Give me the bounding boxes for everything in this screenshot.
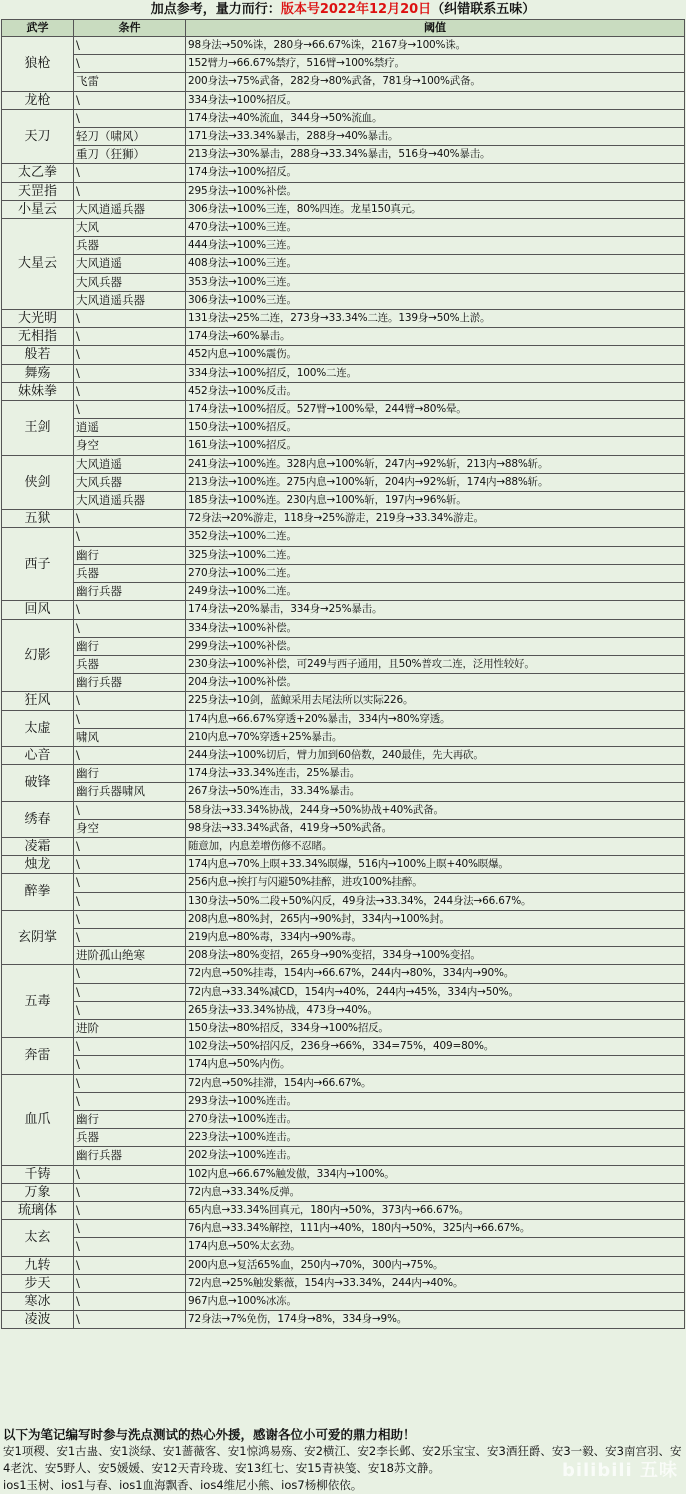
credits-ios: ios1玉树、ios1与春、ios1血海飘香、ios4维尼小熊、ios7杨柳依依。 — [3, 1478, 363, 1492]
threshold-cell: 306身法→100%三连。 — [186, 291, 685, 309]
threshold-cell: 470身法→100%三连。 — [186, 219, 685, 237]
skill-name: 回风 — [2, 601, 74, 619]
condition-cell: 身空 — [74, 819, 186, 837]
page-title — [0, 0, 686, 20]
threshold-cell: 408身法→100%三连。 — [186, 255, 685, 273]
column-header-skill: 武学 — [2, 20, 74, 37]
condition-cell: \ — [74, 1092, 186, 1110]
table-row — [2, 128, 685, 146]
condition-cell: 飞雷 — [74, 73, 186, 91]
table-row — [2, 910, 685, 928]
table-row — [2, 73, 685, 91]
table-row — [2, 783, 685, 801]
condition-cell: \ — [74, 382, 186, 400]
condition-cell: \ — [74, 164, 186, 182]
table-row — [2, 164, 685, 182]
threshold-cell: 72内息→50%挂毒，154内→66.67%，244内→80%，334内→90%。 — [186, 965, 685, 983]
threshold-cell: 353身法→100%三连。 — [186, 273, 685, 291]
skill-name: 王剑 — [2, 401, 74, 456]
threshold-cell: 130身法→50%二段+50%闪反，49身法→33.34%，244身法→66.67%。 — [186, 892, 685, 910]
threshold-cell: 334身法→100%招反，100%二连。 — [186, 364, 685, 382]
table-row — [2, 528, 685, 546]
threshold-cell: 72身法→7%免伤，174身→8%，334身→9%。 — [186, 1311, 685, 1329]
condition-cell: \ — [74, 1165, 186, 1183]
threshold-cell: 202身法→100%连击。 — [186, 1147, 685, 1165]
threshold-cell: 204身法→100%补偿。 — [186, 674, 685, 692]
threshold-cell: 174身法→60%暴击。 — [186, 328, 685, 346]
skill-name: 天罡指 — [2, 182, 74, 200]
table-row — [2, 1202, 685, 1220]
threshold-cell: 225身法→10剑，蓝鲸采用去尾法所以实际226。 — [186, 692, 685, 710]
threshold-cell: 452内息→100%震伤。 — [186, 346, 685, 364]
skill-name: 凌霜 — [2, 837, 74, 855]
condition-cell: \ — [74, 910, 186, 928]
table-row — [2, 364, 685, 382]
condition-cell: \ — [74, 109, 186, 127]
skill-name: 侠剑 — [2, 455, 74, 510]
condition-cell: 逍遥 — [74, 419, 186, 437]
condition-cell: 大风兵器 — [74, 473, 186, 491]
threshold-cell: 174身法→100%招反。527臂→100%晕，244臂→80%晕。 — [186, 401, 685, 419]
table-row — [2, 655, 685, 673]
credits-heading: 以下为笔记编写时参与洗点测试的热心外援，感谢各位小可爱的鼎力相助！ — [3, 1427, 416, 1442]
threshold-cell: 230身法→100%补偿，可249与西子通用，且50%普攻二连，泛用性较好。 — [186, 655, 685, 673]
condition-cell: 幽行兵器 — [74, 1147, 186, 1165]
threshold-cell: 102内息→66.67%触发傲，334内→100%。 — [186, 1165, 685, 1183]
skill-name: 奔雷 — [2, 1038, 74, 1074]
skill-name: 千铸 — [2, 1165, 74, 1183]
table-row — [2, 419, 685, 437]
table-row — [2, 291, 685, 309]
condition-cell: \ — [74, 528, 186, 546]
threshold-cell: 223身法→100%连击。 — [186, 1129, 685, 1147]
title-version: 版本号2022年12月20日 — [280, 2, 432, 17]
skill-name: 步天 — [2, 1274, 74, 1292]
threshold-cell: 352身法→100%二连。 — [186, 528, 685, 546]
skill-name: 五毒 — [2, 965, 74, 1038]
condition-cell: 幽行兵器 — [74, 674, 186, 692]
threshold-cell: 295身法→100%补偿。 — [186, 182, 685, 200]
table-row — [2, 328, 685, 346]
table-row — [2, 856, 685, 874]
skill-name: 太玄 — [2, 1220, 74, 1256]
skill-name: 舞殇 — [2, 364, 74, 382]
threshold-cell: 174内息→66.67%穿透+20%暴击，334内→80%穿透。 — [186, 710, 685, 728]
threshold-cell: 270身法→100%连击。 — [186, 1110, 685, 1128]
threshold-cell: 174内息→70%上暝+33.34%暝爆，516内→100%上暝+40%暝爆。 — [186, 856, 685, 874]
condition-cell: \ — [74, 1202, 186, 1220]
table-row — [2, 746, 685, 764]
condition-cell: 兵器 — [74, 655, 186, 673]
table-row — [2, 1165, 685, 1183]
threshold-cell: 267身法→50%连击，33.34%暴击。 — [186, 783, 685, 801]
threshold-cell: 256内息→挨打与闪避50%挂醉，进攻100%挂醉。 — [186, 874, 685, 892]
threshold-cell: 174身法→100%招反。 — [186, 164, 685, 182]
threshold-cell: 185身法→100%连。230内息→100%斩，197内→96%斩。 — [186, 492, 685, 510]
threshold-cell: 152臂力→66.67%禁疗，516臂→100%禁疗。 — [186, 55, 685, 73]
skill-name: 醉拳 — [2, 874, 74, 910]
table-row — [2, 401, 685, 419]
skill-name: 琉璃体 — [2, 1202, 74, 1220]
condition-cell: 幽行 — [74, 1110, 186, 1128]
skill-name: 狂风 — [2, 692, 74, 710]
table-row — [2, 546, 685, 564]
threshold-cell: 265身法→33.34%协战，473身→40%。 — [186, 1001, 685, 1019]
table-row — [2, 346, 685, 364]
table-row — [2, 983, 685, 1001]
threshold-cell: 444身法→100%三连。 — [186, 237, 685, 255]
condition-cell: 兵器 — [74, 1129, 186, 1147]
skill-name: 般若 — [2, 346, 74, 364]
condition-cell: \ — [74, 746, 186, 764]
condition-cell: 进阶 — [74, 1019, 186, 1037]
condition-cell: 幽行 — [74, 765, 186, 783]
condition-cell: 身空 — [74, 437, 186, 455]
table-row — [2, 237, 685, 255]
skill-name: 大星云 — [2, 219, 74, 310]
table-row — [2, 1110, 685, 1128]
condition-cell: \ — [74, 510, 186, 528]
condition-cell: \ — [74, 1056, 186, 1074]
threshold-cell: 174身法→33.34%连击，25%暴击。 — [186, 765, 685, 783]
condition-cell: 兵器 — [74, 237, 186, 255]
condition-cell: 大风逍遥兵器 — [74, 200, 186, 218]
condition-cell: \ — [74, 364, 186, 382]
condition-cell: 重刀（狂狮） — [74, 146, 186, 164]
table-row — [2, 182, 685, 200]
table-row — [2, 91, 685, 109]
threshold-cell: 452身法→100%反击。 — [186, 382, 685, 400]
table-row — [2, 510, 685, 528]
threshold-cell: 219内息→80%毒，334内→90%毒。 — [186, 928, 685, 946]
skill-name: 五狱 — [2, 510, 74, 528]
condition-cell: \ — [74, 619, 186, 637]
threshold-cell: 967内息→100%冰冻。 — [186, 1293, 685, 1311]
condition-cell: \ — [74, 1293, 186, 1311]
table-row — [2, 200, 685, 218]
skill-name: 西子 — [2, 528, 74, 601]
skill-name: 太虚 — [2, 710, 74, 746]
skill-name: 九转 — [2, 1256, 74, 1274]
condition-cell: 啸风 — [74, 728, 186, 746]
threshold-cell: 174身法→40%流血，344身→50%流血。 — [186, 109, 685, 127]
condition-cell: 幽行 — [74, 637, 186, 655]
table-row — [2, 692, 685, 710]
skill-name: 天刀 — [2, 109, 74, 164]
skill-name: 烛龙 — [2, 856, 74, 874]
table-header-row — [2, 20, 685, 37]
condition-cell: 大风 — [74, 219, 186, 237]
condition-cell: \ — [74, 1238, 186, 1256]
table-row — [2, 1056, 685, 1074]
condition-cell: 幽行 — [74, 546, 186, 564]
threshold-cell: 200内息→复活65%血，250内→70%，300内→75%。 — [186, 1256, 685, 1274]
threshold-cell: 72身法→20%游走，118身→25%游走，219身→33.34%游走。 — [186, 510, 685, 528]
title-suffix: （纠错联系五味） — [431, 2, 536, 17]
table-row — [2, 564, 685, 582]
threshold-cell: 174身法→20%暴击，334身→25%暴击。 — [186, 601, 685, 619]
condition-cell: \ — [74, 401, 186, 419]
condition-cell: 兵器 — [74, 564, 186, 582]
condition-cell: \ — [74, 601, 186, 619]
condition-cell: \ — [74, 91, 186, 109]
threshold-cell: 随意加，内息差增伤修不忍睹。 — [186, 837, 685, 855]
title-prefix: 加点参考，量力而行： — [150, 2, 281, 17]
threshold-cell: 334身法→100%招反。 — [186, 91, 685, 109]
threshold-cell: 293身法→100%连击。 — [186, 1092, 685, 1110]
table-row — [2, 1274, 685, 1292]
table-row — [2, 109, 685, 127]
condition-cell: \ — [74, 892, 186, 910]
condition-cell: \ — [74, 692, 186, 710]
table-row — [2, 928, 685, 946]
table-row — [2, 637, 685, 655]
table-row — [2, 1147, 685, 1165]
table-row — [2, 1293, 685, 1311]
table-row — [2, 492, 685, 510]
condition-cell: \ — [74, 37, 186, 55]
threshold-cell: 58身法→33.34%协战，244身→50%协战+40%武备。 — [186, 801, 685, 819]
table-row — [2, 1038, 685, 1056]
threshold-cell: 213身法→30%暴击，288身→33.34%暴击，516身→40%暴击。 — [186, 146, 685, 164]
condition-cell: 幽行兵器啸风 — [74, 783, 186, 801]
threshold-cell: 208身法→80%变招，265身→90%变招，334身→100%变招。 — [186, 947, 685, 965]
threshold-cell: 76内息→33.34%解控，111内→40%，180内→50%，325内→66.67%。 — [186, 1220, 685, 1238]
condition-cell: 大风逍遥兵器 — [74, 291, 186, 309]
threshold-cell: 174内息→50%太玄劲。 — [186, 1238, 685, 1256]
table-row — [2, 55, 685, 73]
skill-name: 心音 — [2, 746, 74, 764]
table-row — [2, 255, 685, 273]
table-row — [2, 437, 685, 455]
credits-android: 安1项稷、安1古蛊、安1淡绿、安1蔷薇客、安1惊鸿易殇、安2横江、安2李长邺、安2乐宝宝、安3酒狂爵、安3一毅、安3南宫羽、安4老沈、安5野人、安5媛媛、安12天青玲珑、安13红七、安15青袂笺、安18苏文静。 — [3, 1444, 682, 1475]
skill-name: 凌波 — [2, 1311, 74, 1329]
threshold-cell: 102身法→50%招闪反，236身→66%，334=75%，409=80%。 — [186, 1038, 685, 1056]
condition-cell: \ — [74, 928, 186, 946]
table-row — [2, 273, 685, 291]
table-row — [2, 837, 685, 855]
table-row — [2, 1092, 685, 1110]
condition-cell: \ — [74, 837, 186, 855]
condition-cell: \ — [74, 328, 186, 346]
threshold-cell: 325身法→100%二连。 — [186, 546, 685, 564]
table-row — [2, 892, 685, 910]
table-row — [2, 819, 685, 837]
table-row — [2, 1074, 685, 1092]
skill-name: 小星云 — [2, 200, 74, 218]
condition-cell: \ — [74, 1074, 186, 1092]
condition-cell: \ — [74, 856, 186, 874]
condition-cell: \ — [74, 1311, 186, 1329]
threshold-cell: 244身法→100%切后，臂力加到60倍数，240最佳，先大再砍。 — [186, 746, 685, 764]
skill-name: 妹妹拳 — [2, 382, 74, 400]
condition-cell: \ — [74, 1274, 186, 1292]
skill-name: 万象 — [2, 1183, 74, 1201]
threshold-cell: 72内息→33.34%反弹。 — [186, 1183, 685, 1201]
condition-cell: \ — [74, 1183, 186, 1201]
threshold-cell: 241身法→100%连。328内息→100%斩，247内→92%斩，213内→88%斩。 — [186, 455, 685, 473]
table-row — [2, 1311, 685, 1329]
skill-name: 太乙拳 — [2, 164, 74, 182]
condition-cell: \ — [74, 983, 186, 1001]
threshold-cell: 98身法→50%诛，280身→66.67%诛，2167身→100%诛。 — [186, 37, 685, 55]
threshold-cell: 72内息→33.34%减CD，154内→40%，244内→45%，334内→50%。 — [186, 983, 685, 1001]
table-row — [2, 382, 685, 400]
condition-cell: \ — [74, 965, 186, 983]
condition-cell: \ — [74, 801, 186, 819]
table-row — [2, 219, 685, 237]
table-row — [2, 310, 685, 328]
condition-cell: \ — [74, 1220, 186, 1238]
table-row — [2, 1001, 685, 1019]
condition-cell: 大风兵器 — [74, 273, 186, 291]
skill-name: 狼枪 — [2, 37, 74, 92]
threshold-cell: 72内息→25%触发紫薇，154内→33.34%，244内→40%。 — [186, 1274, 685, 1292]
table-row — [2, 728, 685, 746]
threshold-cell: 249身法→100%二连。 — [186, 583, 685, 601]
column-header-condition: 条件 — [74, 20, 186, 37]
bilibili-watermark: bilibili 五味 — [561, 1460, 678, 1481]
condition-cell: 大风逍遥兵器 — [74, 492, 186, 510]
table-row — [2, 473, 685, 491]
threshold-cell: 200身法→75%武备，282身→80%武备，781身→100%武备。 — [186, 73, 685, 91]
table-row — [2, 1238, 685, 1256]
table-row — [2, 146, 685, 164]
table-row — [2, 1256, 685, 1274]
condition-cell: \ — [74, 1001, 186, 1019]
condition-cell: \ — [74, 874, 186, 892]
threshold-cell: 210内息→70%穿透+25%暴击。 — [186, 728, 685, 746]
table-row — [2, 1220, 685, 1238]
condition-cell: 大风逍遥 — [74, 255, 186, 273]
condition-cell: 幽行兵器 — [74, 583, 186, 601]
threshold-cell: 299身法→100%补偿。 — [186, 637, 685, 655]
skill-name: 玄阴掌 — [2, 910, 74, 965]
table-row — [2, 1019, 685, 1037]
skill-name: 幻影 — [2, 619, 74, 692]
threshold-cell: 72内息→50%挂滞，154内→66.67%。 — [186, 1074, 685, 1092]
table-row — [2, 674, 685, 692]
skill-name: 无相指 — [2, 328, 74, 346]
condition-cell: \ — [74, 1256, 186, 1274]
threshold-cell: 131身法→25%二连，273身→33.34%二连。139身→50%上淤。 — [186, 310, 685, 328]
threshold-cell: 174内息→50%内伤。 — [186, 1056, 685, 1074]
condition-cell: \ — [74, 55, 186, 73]
table-row — [2, 965, 685, 983]
table-body — [2, 37, 685, 1329]
table-row — [2, 37, 685, 55]
threshold-cell: 65内息→33.34%回真元，180内→50%，373内→66.67%。 — [186, 1202, 685, 1220]
skill-name: 龙枪 — [2, 91, 74, 109]
threshold-cell: 213身法→100%连。275内息→100%斩，204内→92%斩，174内→88%斩。 — [186, 473, 685, 491]
condition-cell: \ — [74, 346, 186, 364]
table-row — [2, 1129, 685, 1147]
table-row — [2, 765, 685, 783]
threshold-table — [1, 19, 685, 1329]
skill-name: 破锋 — [2, 765, 74, 801]
skill-name: 寒冰 — [2, 1293, 74, 1311]
table-row — [2, 947, 685, 965]
condition-cell: \ — [74, 182, 186, 200]
column-header-threshold: 阈值 — [186, 20, 685, 37]
threshold-cell: 98身法→33.34%武备，419身→50%武备。 — [186, 819, 685, 837]
skill-name: 血爪 — [2, 1074, 74, 1165]
threshold-cell: 334身法→100%补偿。 — [186, 619, 685, 637]
table-row — [2, 619, 685, 637]
table-row — [2, 601, 685, 619]
condition-cell: \ — [74, 1038, 186, 1056]
threshold-cell: 306身法→100%三连，80%四连。龙星150真元。 — [186, 200, 685, 218]
skill-name: 大光明 — [2, 310, 74, 328]
table-row — [2, 455, 685, 473]
condition-cell: 轻刀（啸风） — [74, 128, 186, 146]
threshold-cell: 171身法→33.34%暴击，288身→40%暴击。 — [186, 128, 685, 146]
threshold-cell: 150身法→80%招反，334身→100%招反。 — [186, 1019, 685, 1037]
table-row — [2, 801, 685, 819]
table-row — [2, 1183, 685, 1201]
condition-cell: \ — [74, 310, 186, 328]
threshold-cell: 150身法→100%招反。 — [186, 419, 685, 437]
table-row — [2, 583, 685, 601]
skill-name: 绣春 — [2, 801, 74, 837]
condition-cell: 进阶孤山绝寒 — [74, 947, 186, 965]
condition-cell: \ — [74, 710, 186, 728]
table-row — [2, 874, 685, 892]
table-row — [2, 710, 685, 728]
threshold-cell: 161身法→100%招反。 — [186, 437, 685, 455]
threshold-cell: 208内息→80%封，265内→90%封，334内→100%封。 — [186, 910, 685, 928]
threshold-cell: 270身法→100%二连。 — [186, 564, 685, 582]
condition-cell: 大风逍遥 — [74, 455, 186, 473]
